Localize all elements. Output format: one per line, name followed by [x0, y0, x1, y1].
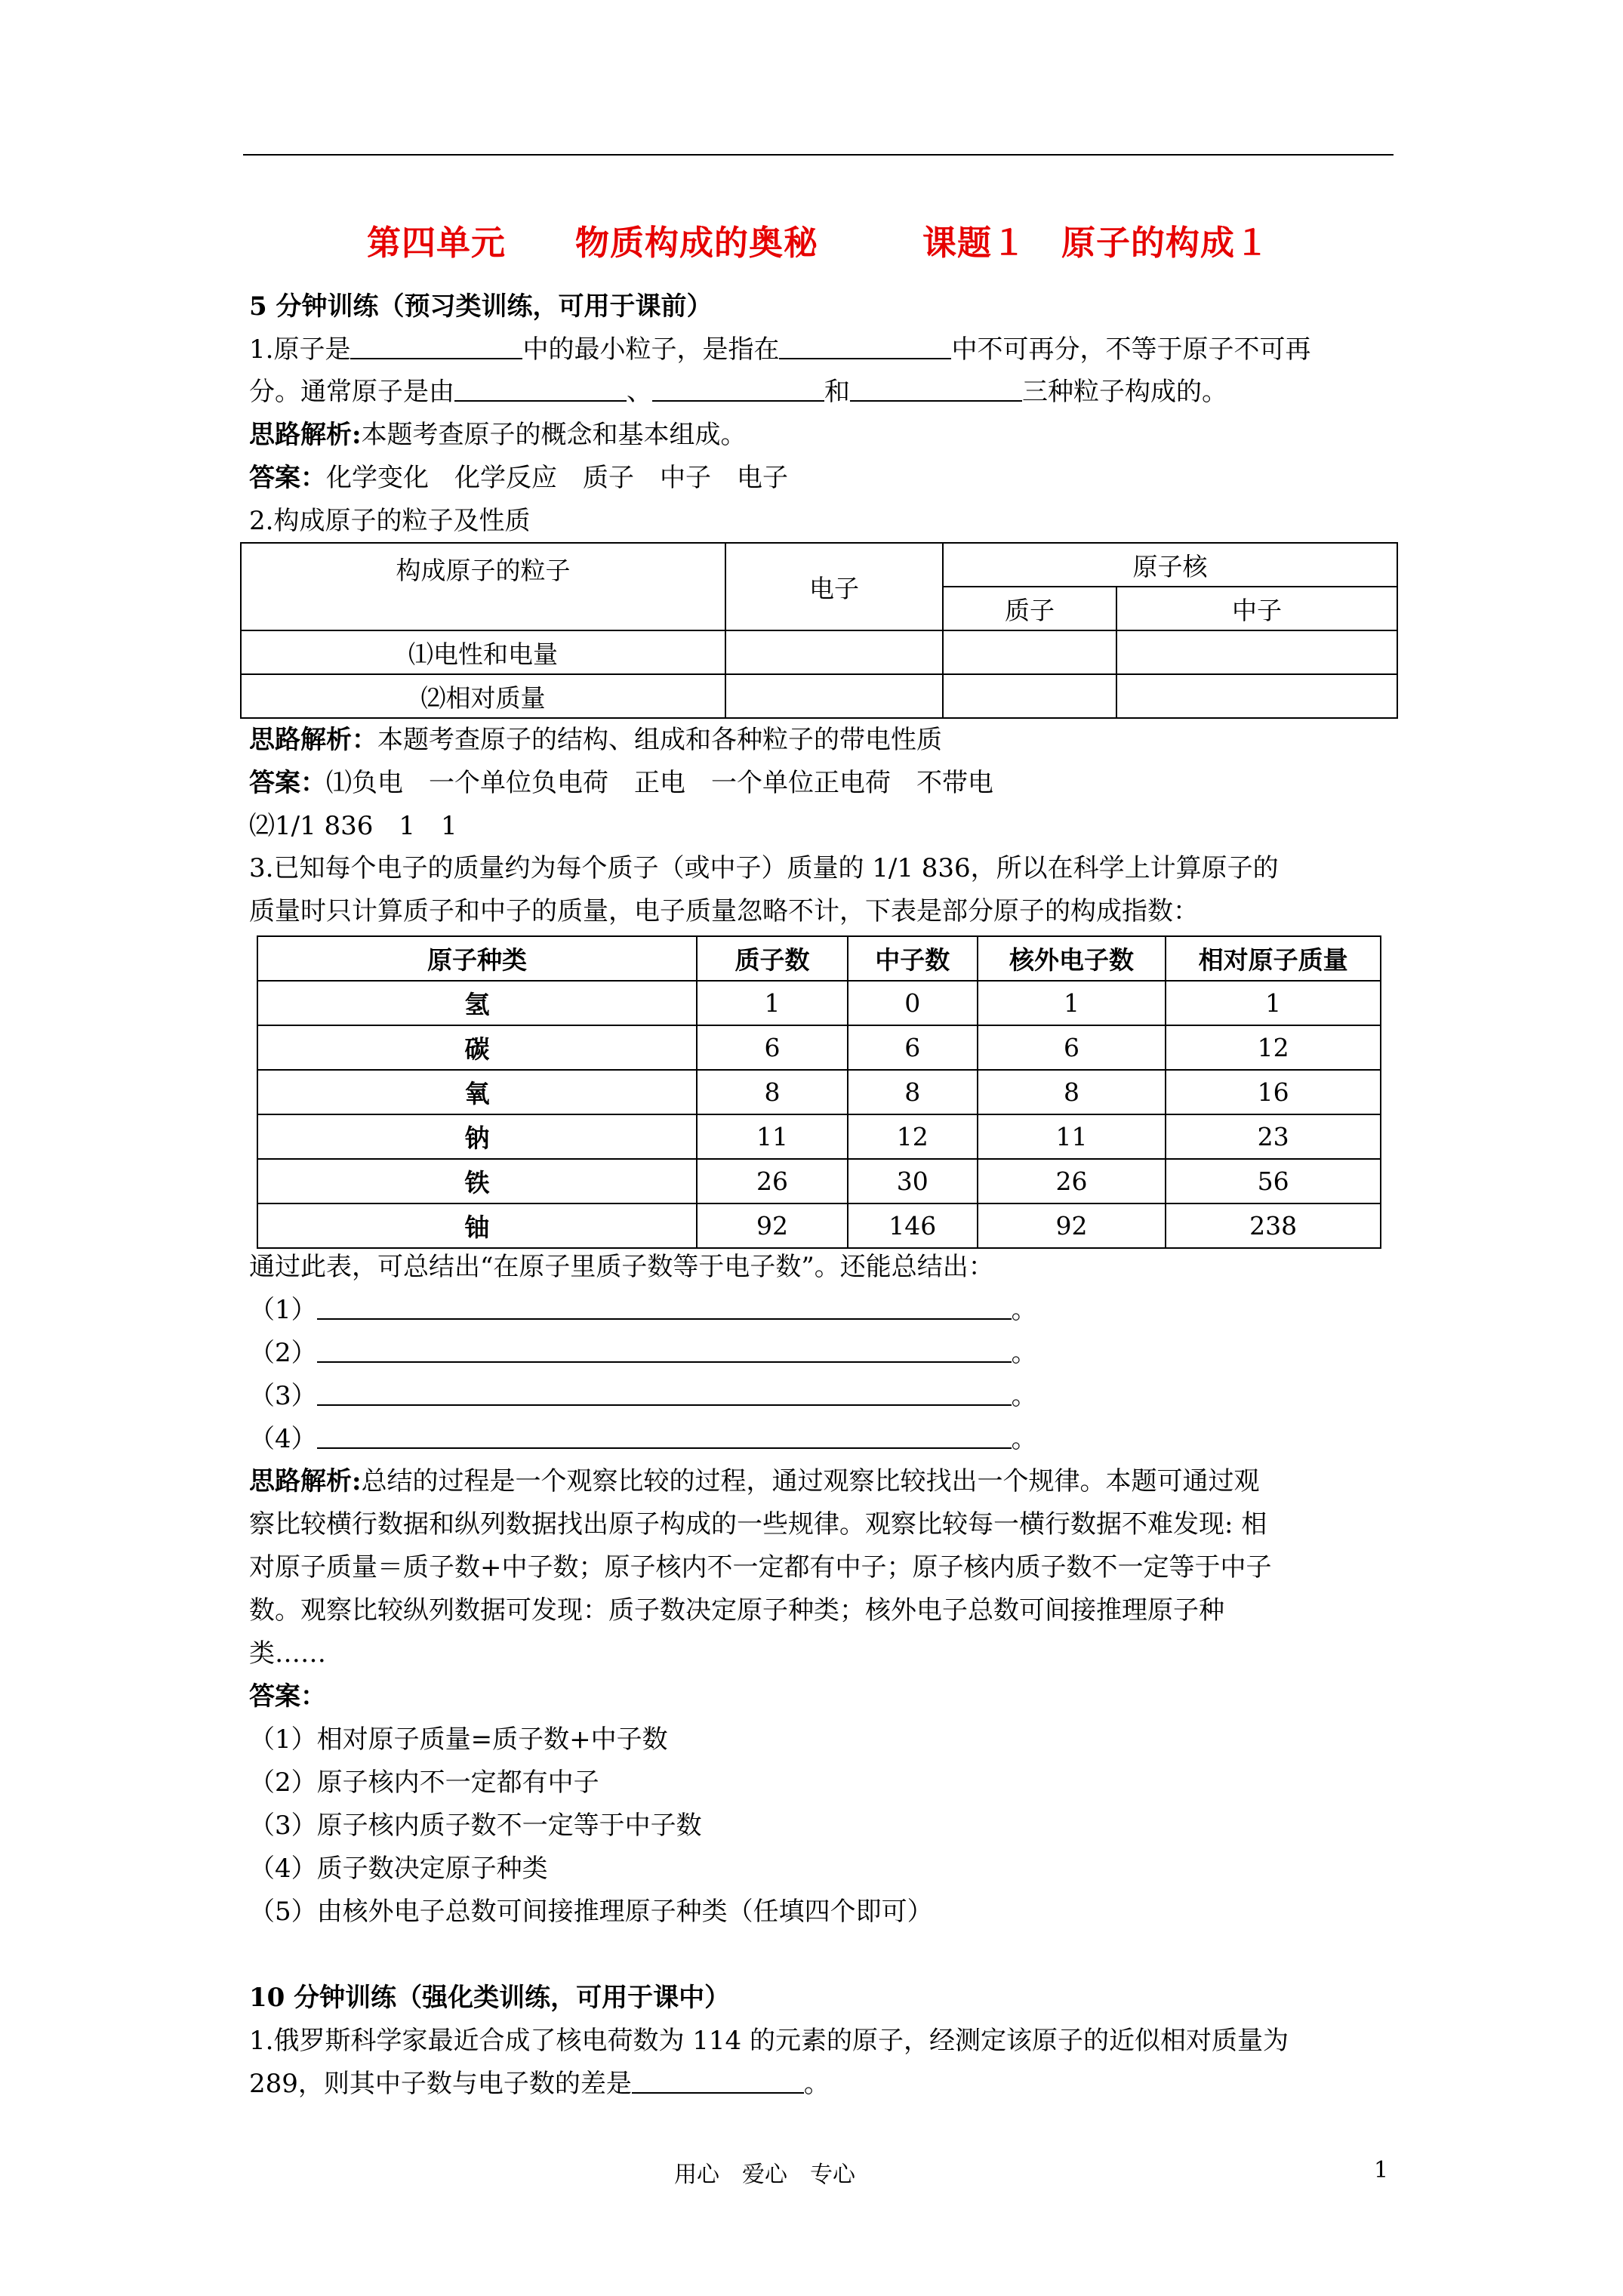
table-cell: 12 [1166, 1025, 1381, 1070]
table-cell[interactable] [725, 674, 943, 718]
q3-answer-label: 答案： [249, 1681, 326, 1712]
answer-blank[interactable] [317, 1293, 1012, 1320]
element-name-cell: 氧 [257, 1070, 697, 1114]
answer-blank[interactable] [632, 2066, 804, 2094]
answer-blank[interactable] [652, 374, 824, 402]
analysis-text: 总结的过程是一个观察比较的过程，通过观察比较找出一个规律。本题可通过观 [361, 1466, 1260, 1496]
table-cell[interactable] [725, 630, 943, 674]
element-name-cell: 氢 [257, 981, 697, 1025]
table-cell[interactable] [943, 630, 1116, 674]
q3-answer-5: （5）由核外电子总数可间接推理原子种类（任填四个即可） [249, 1897, 933, 1927]
table-header-electron: 电子 [725, 543, 943, 630]
blank-number: （3） [249, 1381, 317, 1411]
q3-answer-4: （4）质子数决定原子种类 [249, 1854, 548, 1884]
element-name-cell: 铀 [257, 1203, 697, 1248]
table-header-proton: 质子 [943, 587, 1116, 630]
q1-text-a: 1.原子是 [249, 334, 351, 365]
answer-label: 答案： [249, 463, 326, 493]
summary-blank-line [249, 1418, 1037, 1460]
q1-text-c: 中不可再分，不等于原子不可再 [951, 334, 1311, 365]
q3-analysis-line-2: 察比较横行数据和纵列数据找出原子构成的一些规律。观察比较每一横行数据不难发现: 相 [249, 1509, 1267, 1539]
section-heading-5min: 5 分钟训练（预习类训练，可用于课前） [249, 291, 713, 322]
element-name-cell: 铁 [257, 1159, 697, 1203]
table-header-cell: 原子种类 [257, 936, 697, 981]
answer-blank[interactable] [454, 374, 627, 402]
analysis-label: 思路解析: [249, 1466, 362, 1496]
q2-answer-2: ⑵1/1 836 1 1 [249, 811, 457, 841]
answer-blank[interactable] [850, 374, 1022, 402]
table-cell: 8 [978, 1070, 1166, 1114]
analysis-label: 思路解析： [249, 725, 377, 755]
summary-blank-line [249, 1289, 1037, 1331]
analysis-text: 本题考查原子的结构、组成和各种粒子的带电性质 [377, 725, 942, 755]
table-cell: 12 [848, 1114, 978, 1159]
answer-blank[interactable] [317, 1422, 1012, 1449]
table-cell: 92 [697, 1203, 848, 1248]
summary-blank-line [249, 1332, 1037, 1374]
table-row [257, 1159, 1381, 1203]
question-4-line-1: 1.俄罗斯科学家最近合成了核电荷数为 114 的元素的原子，经测定该原子的近似相对质量为 [249, 2026, 1289, 2056]
table-header-cell: 相对原子质量 [1166, 936, 1381, 981]
table-cell: 1 [697, 981, 848, 1025]
answer-label: 答案： [249, 768, 326, 798]
element-name-cell: 碳 [257, 1025, 697, 1070]
table-row [257, 981, 1381, 1025]
summary-blank-line [249, 1375, 1037, 1417]
question-4-line-2 [249, 2063, 830, 2105]
table-header-cell: 中子数 [848, 936, 978, 981]
table-row [257, 1203, 1381, 1248]
q3-summary: 通过此表，可总结出“在原子里质子数等于电子数”。还能总结出： [249, 1252, 994, 1282]
table-header-row [257, 936, 1381, 981]
atom-composition-table [257, 935, 1381, 1249]
analysis-label: 思路解析: [249, 420, 362, 450]
q2-analysis [249, 719, 942, 761]
table-row [257, 1025, 1381, 1070]
period: 。 [803, 2069, 830, 2099]
page-number: 1 [1374, 2157, 1389, 2184]
answer-blank[interactable] [317, 1379, 1012, 1406]
table-cell: 11 [697, 1114, 848, 1159]
answer-blank[interactable] [317, 1336, 1012, 1363]
page-title: 第四单元 物质构成的奥秘 课题１ 原子的构成１ [366, 223, 1270, 263]
answer-blank[interactable] [350, 332, 522, 359]
table-cell: 30 [848, 1159, 978, 1203]
table-cell: 146 [848, 1203, 978, 1248]
blank-number: （1） [249, 1295, 317, 1325]
table-cell: 6 [848, 1025, 978, 1070]
q3-analysis-line-5: 类…… [249, 1638, 326, 1669]
table-cell: 92 [978, 1203, 1166, 1248]
answer-text: ⑴负电 一个单位负电荷 正电 一个单位正电荷 不带电 [326, 768, 993, 798]
table-cell: 1 [978, 981, 1166, 1025]
table-header-nucleus: 原子核 [943, 543, 1397, 587]
table-cell: 8 [848, 1070, 978, 1114]
period: 。 [1011, 1424, 1037, 1454]
q3-analysis-line-1 [249, 1460, 1260, 1502]
table-cell: 26 [697, 1159, 848, 1203]
q1-answer [249, 457, 788, 499]
q2-answer [249, 762, 993, 804]
table-cell: 6 [697, 1025, 848, 1070]
table-cell: 56 [1166, 1159, 1381, 1203]
q3-answer-2: （2）原子核内不一定都有中子 [249, 1767, 599, 1798]
period: 。 [1011, 1295, 1037, 1325]
q1-text-g: 三种粒子构成的。 [1022, 377, 1227, 407]
question-1-line-2 [249, 371, 1227, 413]
element-name-cell: 钠 [257, 1114, 697, 1159]
q1-analysis [249, 414, 747, 456]
section-heading-10min: 10 分钟训练（强化类训练，可用于课中） [249, 1983, 731, 2013]
table-row-label: ⑵相对质量 [241, 674, 725, 718]
question-3-line-2: 质量时只计算质子和中子的质量，电子质量忽略不计，下表是部分原子的构成指数： [249, 896, 1199, 926]
header-rule [243, 154, 1394, 156]
q3-analysis-line-3: 对原子质量＝质子数+中子数；原子核内不一定都有中子；原子核内质子数不一定等于中子 [249, 1552, 1272, 1583]
table-cell[interactable] [1116, 674, 1397, 718]
question-3-line-1: 3.已知每个电子的质量约为每个质子（或中子）质量的 1/1 836，所以在科学上计算原子的 [249, 853, 1279, 883]
table-header-cell: 核外电子数 [978, 936, 1166, 981]
table-cell: 23 [1166, 1114, 1381, 1159]
blank-number: （4） [249, 1424, 317, 1454]
table-cell: 0 [848, 981, 978, 1025]
table-cell[interactable] [1116, 630, 1397, 674]
q3-analysis-line-4: 数。观察比较纵列数据可发现：质子数决定原子种类；核外电子总数可间接推理原子种 [249, 1595, 1224, 1626]
q1-text-b: 中的最小粒子，是指在 [522, 334, 780, 365]
q1-text-d: 分。通常原子是由 [249, 377, 454, 407]
period: 。 [1011, 1338, 1037, 1368]
analysis-text: 本题考查原子的概念和基本组成。 [361, 420, 747, 450]
blank-number: （2） [249, 1338, 317, 1368]
particle-properties-table [240, 542, 1398, 719]
table-row-label: ⑴电性和电量 [241, 630, 725, 674]
page-footer: 用心 爱心 专心 [674, 2162, 855, 2188]
table-cell: 26 [978, 1159, 1166, 1203]
q1-text-e: 、 [627, 377, 652, 407]
table-cell: 238 [1166, 1203, 1381, 1248]
table-header-neutron: 中子 [1116, 587, 1397, 630]
answer-blank[interactable] [779, 332, 951, 359]
table-cell[interactable] [943, 674, 1116, 718]
q1-text-f: 和 [824, 377, 850, 407]
table-header-cell: 质子数 [697, 936, 848, 981]
q3-answer-1: （1）相对原子质量=质子数+中子数 [249, 1724, 668, 1755]
table-cell: 8 [697, 1070, 848, 1114]
table-row [257, 1070, 1381, 1114]
answer-text: 化学变化 化学反应 质子 中子 电子 [326, 463, 788, 493]
table-cell: 16 [1166, 1070, 1381, 1114]
table-cell: 6 [978, 1025, 1166, 1070]
table-cell: 1 [1166, 981, 1381, 1025]
table-header-particle: 构成原子的粒子 [241, 543, 725, 630]
q3-answer-3: （3）原子核内质子数不一定等于中子数 [249, 1811, 702, 1841]
question-1-line-1 [249, 328, 1310, 371]
q4-text: 289，则其中子数与电子数的差是 [249, 2069, 632, 2099]
table-row [257, 1114, 1381, 1159]
question-2-title: 2.构成原子的粒子及性质 [249, 506, 531, 536]
period: 。 [1011, 1381, 1037, 1411]
table-cell: 11 [978, 1114, 1166, 1159]
